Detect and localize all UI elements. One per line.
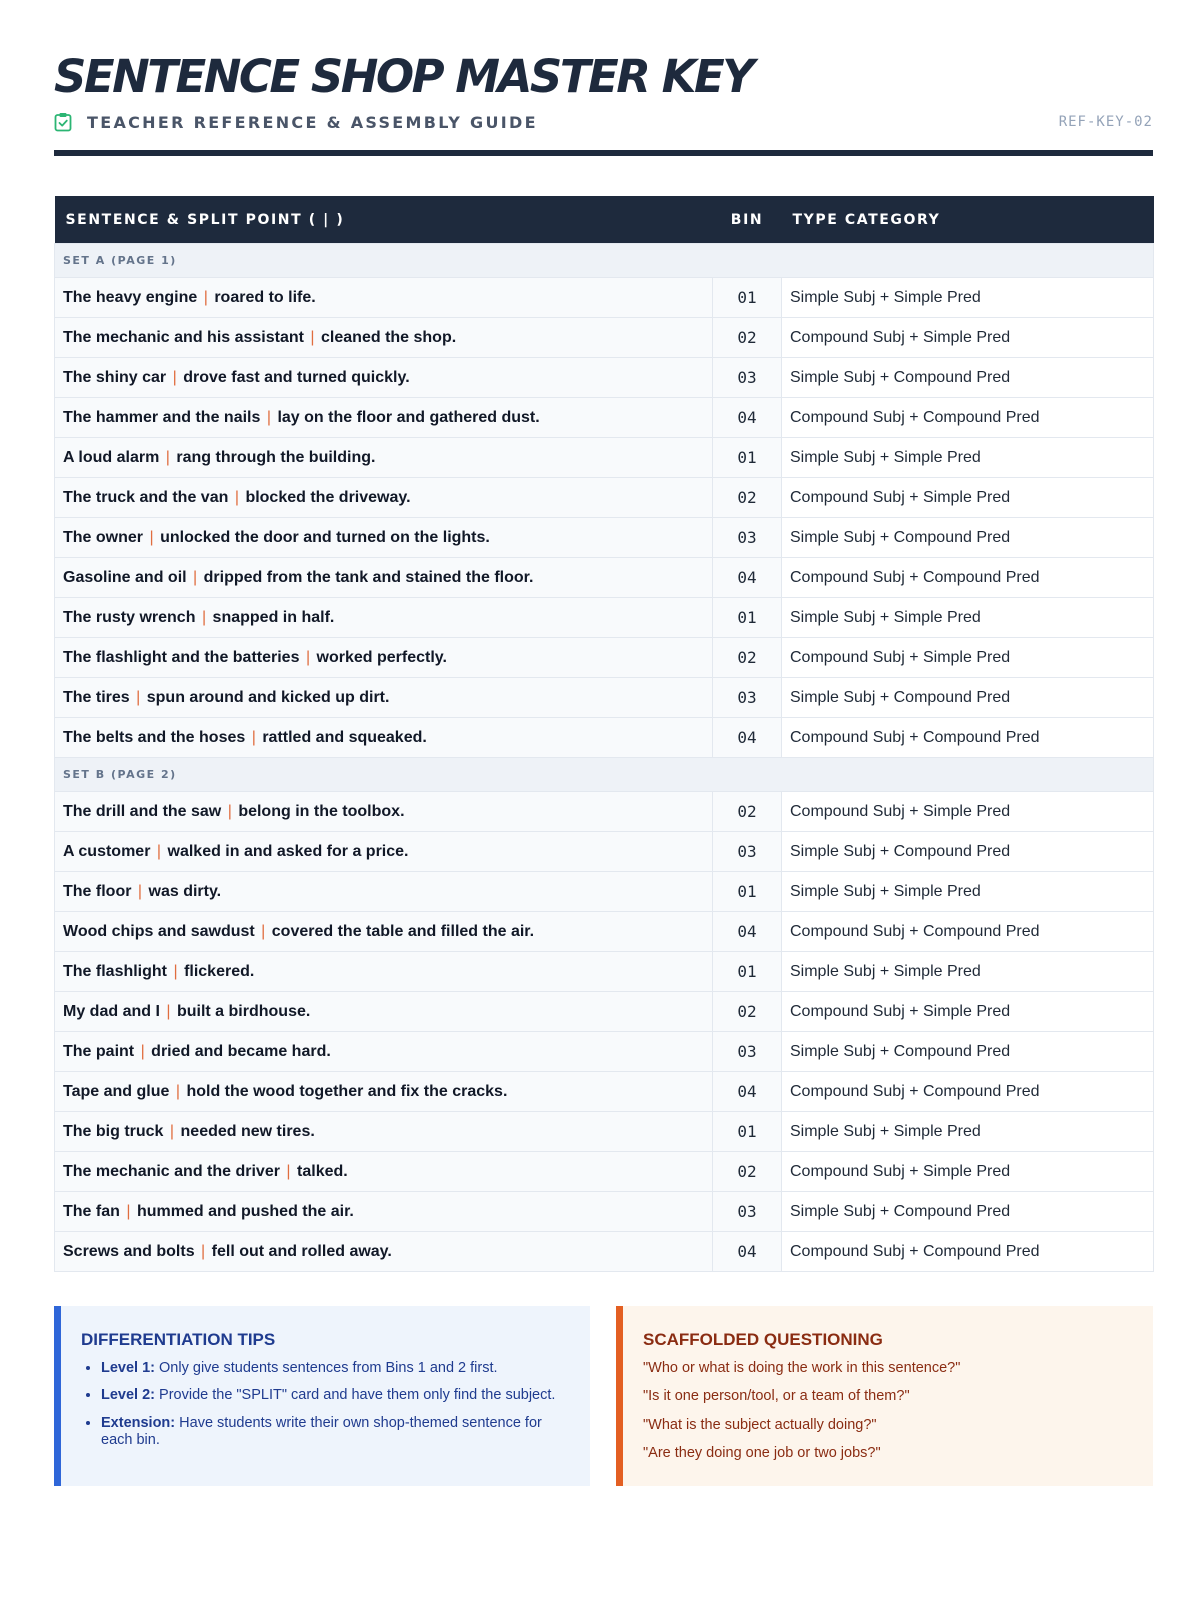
sentence-predicate: dripped from the tank and stained the floor. (203, 568, 534, 586)
split-marker: | (227, 802, 232, 820)
type-category-cell: Simple Subj + Simple Pred (782, 598, 1154, 638)
sentence-cell (55, 1032, 713, 1072)
sentence-predicate: blocked the driveway. (245, 488, 411, 506)
sentence-predicate: lay on the floor and gathered dust. (277, 408, 540, 426)
sentence-cell (55, 832, 713, 872)
column-header-sentence: SENTENCE & SPLIT POINT ( | ) (55, 196, 713, 244)
sentence-predicate: unlocked the door and turned on the lights. (160, 528, 490, 546)
split-marker: | (172, 368, 177, 386)
sentence-predicate: hold the wood together and fix the cracks. (186, 1082, 508, 1100)
type-category-cell: Compound Subj + Compound Pred (782, 1072, 1154, 1112)
column-header-bin: BIN (713, 196, 782, 244)
header-divider (54, 150, 1153, 156)
split-marker: | (137, 882, 143, 900)
sentence-cell (55, 792, 713, 832)
bin-cell: 01 (713, 952, 782, 992)
sentence-cell (55, 912, 713, 952)
sentence-subject: The shiny car (63, 368, 167, 386)
split-marker: | (169, 1122, 175, 1140)
bin-cell: 02 (713, 478, 782, 518)
split-marker: | (203, 288, 208, 306)
scaffolded-questioning-title: SCAFFOLDED QUESTIONING (643, 1330, 883, 1349)
table-row (55, 358, 1154, 398)
differentiation-tips-title: DIFFERENTIATION TIPS (81, 1330, 276, 1349)
sentence-predicate: cleaned the shop. (321, 328, 457, 346)
tip-text: Provide the "SPLIT" card and have them only find the subject. (159, 1387, 556, 1404)
sentence-subject: The belts and the hoses (63, 728, 246, 746)
reference-code: REF-KEY-02 (1058, 114, 1153, 130)
split-marker: | (193, 568, 198, 586)
tip-item (101, 1387, 570, 1404)
bin-cell: 03 (713, 678, 782, 718)
differentiation-tips-list (81, 1360, 570, 1450)
tip-item (101, 1360, 570, 1377)
subtitle-row (54, 112, 538, 132)
sentence-cell (55, 952, 713, 992)
question-item: "Who or what is doing the work in this sentence?" (643, 1360, 961, 1376)
sentence-subject: The flashlight (63, 962, 167, 980)
split-marker: | (140, 1042, 145, 1060)
sentence-subject: The drill and the saw (63, 802, 222, 820)
table-row (55, 398, 1154, 438)
sentence-cell (55, 278, 713, 318)
sentence-predicate: belong in the toolbox. (238, 802, 405, 820)
sentence-cell (55, 1072, 713, 1112)
sentence-subject: The fan (63, 1202, 120, 1220)
split-marker: | (251, 728, 256, 746)
sentence-cell (55, 478, 713, 518)
table-row (55, 478, 1154, 518)
sentence-predicate: rang through the building. (176, 448, 376, 466)
sentence-cell (55, 638, 713, 678)
type-category-cell: Compound Subj + Simple Pred (782, 478, 1154, 518)
type-category-cell: Simple Subj + Simple Pred (782, 1112, 1154, 1152)
master-key-table (54, 196, 1154, 1272)
sentence-predicate: fell out and rolled away. (211, 1242, 392, 1260)
table-row (55, 638, 1154, 678)
sentence-cell (55, 992, 713, 1032)
sentence-cell (55, 1112, 713, 1152)
bin-cell: 01 (713, 438, 782, 478)
sentence-predicate: hummed and pushed the air. (136, 1202, 354, 1220)
split-marker: | (234, 488, 239, 506)
sentence-subject: The hammer and the nails (63, 408, 261, 426)
table-row (55, 872, 1154, 912)
type-category-cell: Simple Subj + Compound Pred (782, 678, 1154, 718)
tip-label: Level 1: (101, 1360, 155, 1376)
bin-cell: 04 (713, 1072, 782, 1112)
sentence-cell (55, 398, 713, 438)
split-marker: | (266, 408, 271, 426)
type-category-cell: Simple Subj + Simple Pred (782, 872, 1154, 912)
bin-cell: 04 (713, 718, 782, 758)
clipboard-check-icon (54, 112, 72, 132)
sentence-subject: The flashlight and the batteries (63, 648, 300, 666)
sentence-cell (55, 1232, 713, 1272)
sentence-subject: Tape and glue (63, 1082, 170, 1100)
type-category-cell: Simple Subj + Compound Pred (782, 832, 1154, 872)
type-category-cell: Compound Subj + Simple Pred (782, 992, 1154, 1032)
split-marker: | (165, 448, 170, 466)
type-category-cell: Compound Subj + Simple Pred (782, 318, 1154, 358)
bin-cell: 02 (713, 1152, 782, 1192)
split-marker: | (173, 962, 178, 980)
bin-cell: 01 (713, 278, 782, 318)
table-row (55, 278, 1154, 318)
bin-cell: 03 (713, 1032, 782, 1072)
sentence-predicate: snapped in half. (212, 608, 335, 626)
sentence-subject: The truck and the van (63, 488, 229, 506)
tip-label: Level 2: (101, 1387, 155, 1404)
sentence-cell (55, 718, 713, 758)
bin-cell: 03 (713, 832, 782, 872)
question-item: "What is the subject actually doing?" (643, 1416, 877, 1433)
page-title: SENTENCE SHOP MASTER KEY (54, 50, 753, 103)
sentence-cell (55, 438, 713, 478)
sentence-cell (55, 1152, 713, 1192)
type-category-cell: Simple Subj + Compound Pred (782, 358, 1154, 398)
sentence-cell (55, 1192, 713, 1232)
bin-cell: 03 (713, 1192, 782, 1232)
table-row (55, 1232, 1154, 1272)
sentence-predicate: worked perfectly. (316, 648, 447, 666)
tip-text: Have students write their own shop-themed sentence for each bin. (101, 1414, 542, 1449)
tip-text: Only give students sentences from Bins 1 and 2 first. (159, 1360, 498, 1376)
table-header-row (55, 196, 1154, 244)
bin-cell: 04 (713, 398, 782, 438)
type-category-cell: Simple Subj + Compound Pred (782, 518, 1154, 558)
sentence-subject: The big truck (63, 1122, 164, 1140)
sentence-subject: Wood chips and sawdust (63, 922, 255, 940)
table-row (55, 558, 1154, 598)
sentence-predicate: built a birdhouse. (176, 1002, 311, 1020)
type-category-cell: Simple Subj + Simple Pred (782, 278, 1154, 318)
type-category-cell: Simple Subj + Compound Pred (782, 1192, 1154, 1232)
sentence-subject: The rusty wrench (63, 608, 196, 626)
split-marker: | (201, 1242, 206, 1260)
bin-cell: 01 (713, 872, 782, 912)
bin-cell: 03 (713, 518, 782, 558)
sentence-subject: Gasoline and oil (63, 568, 187, 586)
sentence-subject: The tires (63, 688, 130, 706)
sentence-subject: The owner (63, 528, 144, 546)
column-header-type: TYPE CATEGORY (782, 196, 1154, 244)
table-row (55, 832, 1154, 872)
sentence-predicate: rattled and squeaked. (262, 728, 427, 746)
question-item: "Is it one person/tool, or a team of them?" (643, 1388, 910, 1405)
table-row (55, 992, 1154, 1032)
bin-cell: 04 (713, 1232, 782, 1272)
type-category-cell: Compound Subj + Simple Pred (782, 638, 1154, 678)
table-row (55, 1112, 1154, 1152)
table-row (55, 438, 1154, 478)
sentence-subject: The floor (63, 882, 132, 900)
sentence-cell (55, 358, 713, 398)
sentence-subject: The mechanic and his assistant (63, 328, 304, 346)
bin-cell: 02 (713, 792, 782, 832)
type-category-cell: Simple Subj + Simple Pred (782, 952, 1154, 992)
table-row (55, 518, 1154, 558)
type-category-cell: Compound Subj + Compound Pred (782, 398, 1154, 438)
table-row (55, 1152, 1154, 1192)
sentence-predicate: was dirty. (148, 882, 222, 900)
table-row (55, 718, 1154, 758)
bin-cell: 04 (713, 912, 782, 952)
sentence-cell (55, 872, 713, 912)
section-label: SET A (PAGE 1) (55, 244, 1154, 278)
sentence-predicate: flickered. (184, 962, 255, 980)
sentence-predicate: covered the table and filled the air. (271, 922, 535, 940)
sentence-subject: A customer (63, 842, 151, 860)
type-category-cell: Compound Subj + Compound Pred (782, 1232, 1154, 1272)
sentence-cell (55, 678, 713, 718)
table-row (55, 952, 1154, 992)
type-category-cell: Compound Subj + Simple Pred (782, 1152, 1154, 1192)
sentence-predicate: talked. (297, 1162, 348, 1180)
type-category-cell: Compound Subj + Compound Pred (782, 912, 1154, 952)
split-marker: | (310, 328, 315, 346)
type-category-cell: Simple Subj + Simple Pred (782, 438, 1154, 478)
split-marker: | (305, 648, 311, 666)
split-marker: | (261, 922, 266, 940)
sentence-predicate: dried and became hard. (151, 1042, 331, 1060)
split-marker: | (201, 608, 207, 626)
scaffolded-questioning-box (616, 1306, 1153, 1486)
sentence-subject: The heavy engine (63, 288, 198, 306)
sentence-predicate: needed new tires. (180, 1122, 315, 1140)
split-marker: | (166, 1002, 171, 1020)
table-row (55, 598, 1154, 638)
table-row (55, 318, 1154, 358)
sentence-predicate: drove fast and turned quickly. (183, 368, 410, 386)
sentence-predicate: walked in and asked for a price. (167, 842, 409, 860)
section-header-row (55, 244, 1154, 278)
split-marker: | (175, 1082, 180, 1100)
bin-cell: 01 (713, 1112, 782, 1152)
section-header-row (55, 758, 1154, 792)
split-marker: | (286, 1162, 291, 1180)
table-row (55, 792, 1154, 832)
bin-cell: 02 (713, 318, 782, 358)
sentence-cell (55, 598, 713, 638)
bin-cell: 04 (713, 558, 782, 598)
question-item: "Are they doing one job or two jobs?" (643, 1445, 881, 1462)
table-row (55, 678, 1154, 718)
section-label: SET B (PAGE 2) (55, 758, 1154, 792)
split-marker: | (126, 1202, 131, 1220)
split-marker: | (136, 688, 141, 706)
tip-item (101, 1415, 570, 1450)
sentence-predicate: spun around and kicked up dirt. (146, 688, 390, 706)
table-row (55, 1072, 1154, 1112)
sentence-subject: A loud alarm (63, 448, 160, 466)
table-body (55, 244, 1154, 1272)
table-row (55, 912, 1154, 952)
bin-cell: 01 (713, 598, 782, 638)
type-category-cell: Simple Subj + Compound Pred (782, 1032, 1154, 1072)
type-category-cell: Compound Subj + Compound Pred (782, 558, 1154, 598)
bin-cell: 02 (713, 638, 782, 678)
split-marker: | (156, 842, 162, 860)
sentence-subject: Screws and bolts (63, 1242, 195, 1260)
table-row (55, 1032, 1154, 1072)
sentence-subject: My dad and I (63, 1002, 160, 1020)
bin-cell: 03 (713, 358, 782, 398)
split-marker: | (149, 528, 154, 546)
differentiation-tips-box (54, 1306, 590, 1486)
sentence-cell (55, 318, 713, 358)
page-subtitle: TEACHER REFERENCE & ASSEMBLY GUIDE (87, 112, 538, 132)
type-category-cell: Compound Subj + Simple Pred (782, 792, 1154, 832)
sentence-subject: The paint (63, 1042, 135, 1060)
sentence-subject: The mechanic and the driver (63, 1162, 280, 1180)
tip-label: Extension: (101, 1414, 176, 1431)
sentence-cell (55, 518, 713, 558)
bin-cell: 02 (713, 992, 782, 1032)
type-category-cell: Compound Subj + Compound Pred (782, 718, 1154, 758)
table-row (55, 1192, 1154, 1232)
sentence-predicate: roared to life. (214, 288, 316, 306)
sentence-cell (55, 558, 713, 598)
